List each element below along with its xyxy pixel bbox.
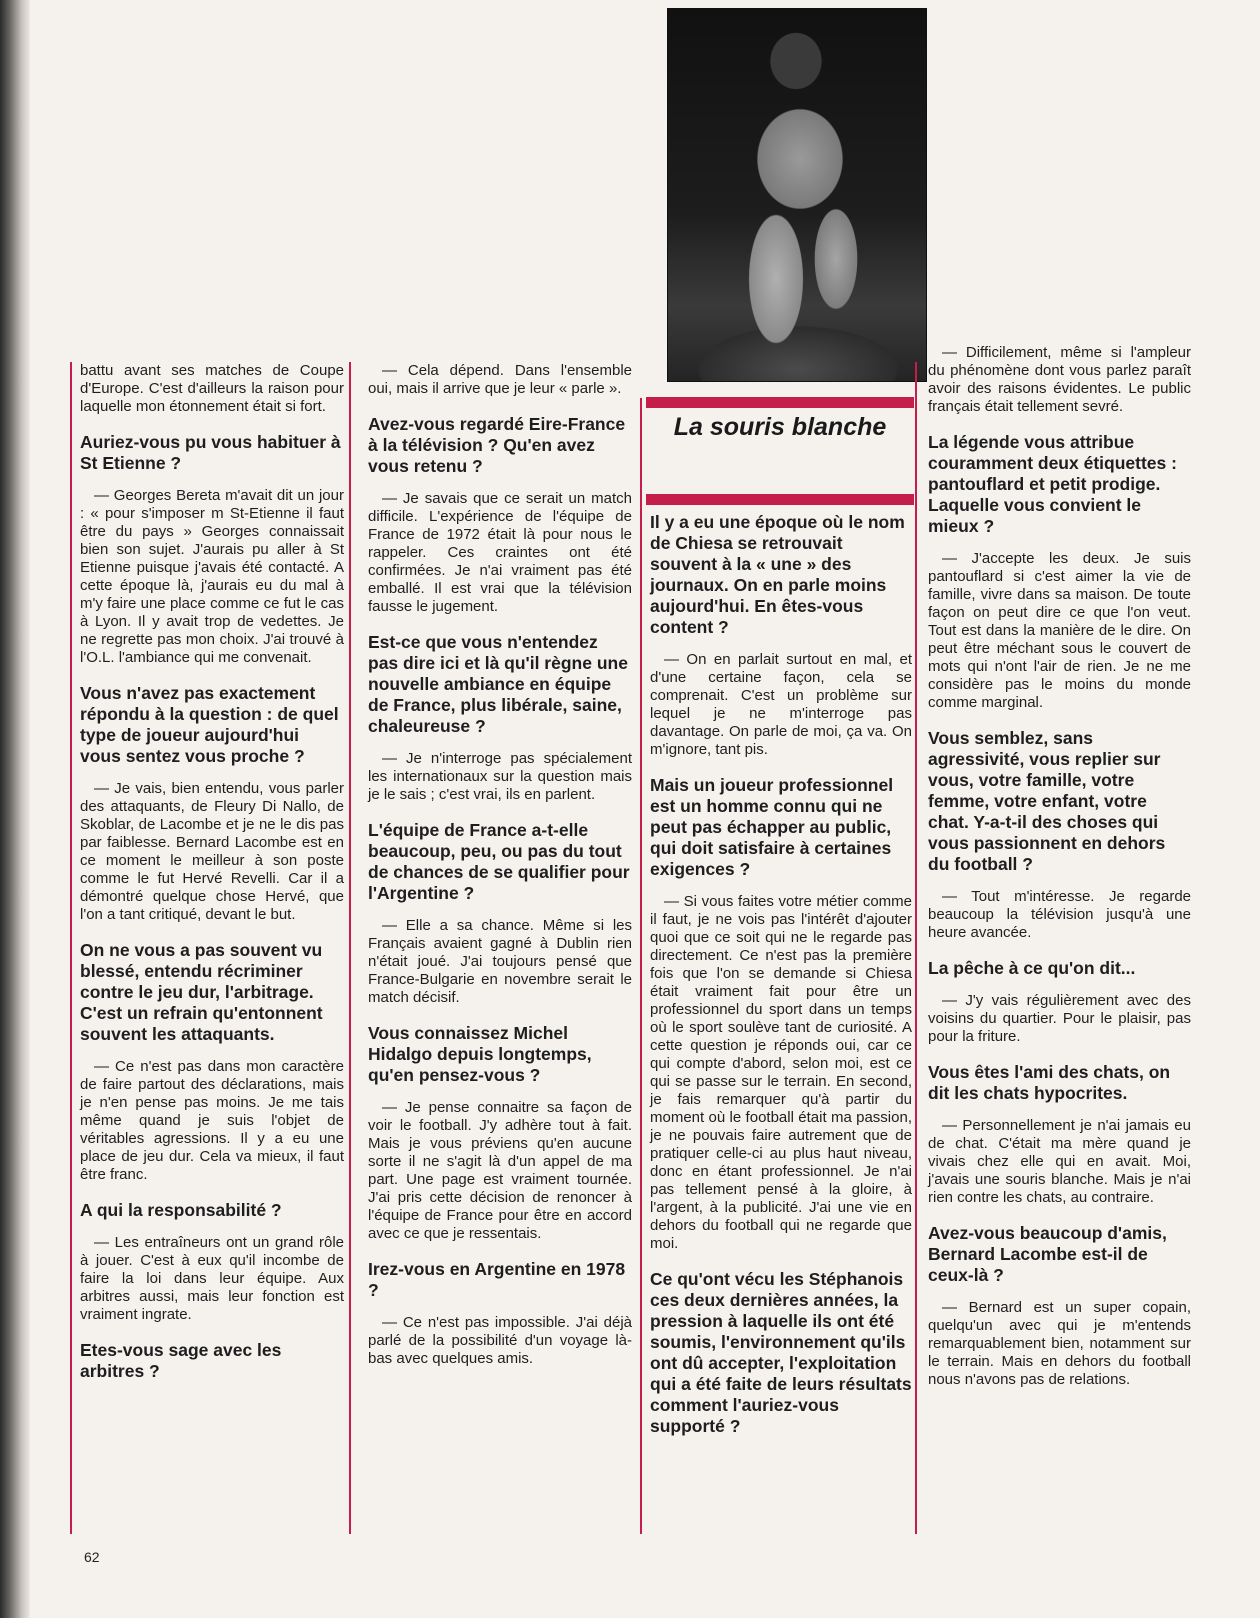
- answer-paragraph: — Ce n'est pas impossible. J'ai déjà parlé de la possibilité d'un voyage là-bas avec quelques amis.: [368, 1314, 632, 1367]
- answer-paragraph: — Je savais que ce serait un match difficile. L'expérience de l'équipe de France de 1972 était là pour nous le rappeler. Ces craintes ont été confirmées. Je n'ai vraiment pas été emballé. Il est vrai que la télévision fausse le jugement.: [368, 490, 632, 615]
- answer-paragraph: — Georges Bereta m'avait dit un jour : « pour s'imposer m St-Etienne il faut être du pays » Georges connaissait bien son sujet. J'aurais pu aller à St Etienne puisque j'avais été contacté. A cette époque là, j'aurais eu du mal à m'y faire une place comme ce fut le cas à Lyon. Il y avait trop de vedettes. Je ne regrette pas mon choix. J'ai trouvé à l'O.L. l'ambiance qui me convenait.: [80, 487, 344, 666]
- answer-paragraph: battu avant ses matches de Coupe d'Europe. C'est d'ailleurs la raison pour laquelle mon étonnement était si fort.: [80, 362, 344, 415]
- column-1: [80, 362, 344, 1395]
- footballer-photo: [667, 8, 927, 382]
- answer-paragraph: — Si vous faites votre métier comme il faut, je ne vois pas l'intérêt d'ajouter quoi que ce soit qui ne le regarde pas directement. Ce n'est pas la première fois que l'on se demande si Chiesa était vraiment fait pour être un professionnel du sport dans un temps où le sport soulève tant de curiosité. A cette question je réponds oui, car ce qui compte d'abord, selon moi, est ce qui se passe sur le terrain. En second, je fais remarquer qu'à partir du moment où le football était ma passion, je ne pouvais faire autrement que de pratiquer celle-ci au plus haut niveau, donc en étant professionnel. Je n'ai pas tellement pensé à la gloire, à l'argent, à la publicité. J'ai une vie en dehors du football qui ne regarde que moi.: [650, 893, 912, 1252]
- question: Avez-vous regardé Eire-France à la télévision ? Qu'en avez vous retenu ?: [368, 414, 626, 476]
- answer-paragraph: — J'accepte les deux. Je suis pantouflard si c'est aimer la vie de famille, vivre dans sa maison. De toute façon on peut dire ce que l'on veut. Tout est dans la manière de le dire. On peut être méchant sous le couvert de mots qui n'ont l'air de rien. Je ne me considère pas le moins du monde comme marginal.: [928, 550, 1191, 711]
- question: On ne vous a pas souvent vu blessé, entendu récriminer contre le jeu dur, l'arbitrage. C'est un refrain qu'entonnent souvent les attaquants.: [80, 940, 323, 1044]
- question: Avez-vous beaucoup d'amis, Bernard Lacombe est-il de ceux-là ?: [928, 1223, 1167, 1285]
- column-rule-right: [915, 362, 917, 1534]
- question: Est-ce que vous n'entendez pas dire ici et là qu'il règne une nouvelle ambiance en équipe de France, plus libérale, saine, chaleureuse ?: [368, 632, 628, 736]
- question: Ce qu'ont vécu les Stéphanois ces deux dernières années, la pression à laquelle ils ont été soumis, l'environnement qu'ils ont dû accepter, l'exploitation qui a été faite de leurs résultats comment l'auriez-vous supporté ?: [650, 1269, 912, 1436]
- answer-paragraph: — Cela dépend. Dans l'ensemble oui, mais il arrive que je leur « parle ».: [368, 362, 632, 397]
- column-rule-second: [349, 362, 351, 1534]
- column-2: [368, 362, 632, 1384]
- answer-paragraph: — Elle a sa chance. Même si les Français avaient gagné à Dublin rien n'était joué. J'ai toujours pensé que France-Bulgarie en novembre serait le match décisif.: [368, 917, 632, 1006]
- heading-bar-top: [646, 397, 914, 408]
- heading-bar-bottom: [646, 494, 914, 505]
- page-number: 62: [84, 1549, 100, 1565]
- question: A qui la responsabilité ?: [80, 1200, 282, 1220]
- question: La pêche à ce qu'on dit...: [928, 958, 1136, 978]
- answer-paragraph: — Ce n'est pas dans mon caractère de faire partout des déclarations, mais je n'en pense pas moins. Je me tais même quand je suis l'objet de véritables agressions. Il y a eu une place de jeu dur. Cela va mieux, il faut être franc.: [80, 1058, 344, 1183]
- question: Etes-vous sage avec les arbitres ?: [80, 1340, 282, 1381]
- question: Mais un joueur professionnel est un homme connu qui ne peut pas échapper au public, qui doit satisfaire à certaines exigences ?: [650, 775, 894, 879]
- column-rule-third: [640, 398, 642, 1534]
- answer-paragraph: — On en parlait surtout en mal, et d'une certaine façon, cela se comprenait. C'est un problème sur lequel je ne m'interroge pas davantage. On parle de moi, ça va. On m'ignore, tant pis.: [650, 651, 912, 758]
- question: Vous n'avez pas exactement répondu à la question : de quel type de joueur aujourd'hui vous sentez vous proche ?: [80, 683, 339, 766]
- question: Irez-vous en Argentine en 1978 ?: [368, 1259, 626, 1300]
- answer-paragraph: — Je pense connaitre sa façon de voir le football. J'y adhère tout à fait. Mais je vous préviens qu'en aucune sorte il ne s'agit là d'un appel de ma part. Une page est vraiment tournée. J'ai pris cette décision de renoncer à l'équipe de France pour être en accord avec ce que je ressentais.: [368, 1099, 632, 1242]
- question: Auriez-vous pu vous habituer à St Etienne ?: [80, 432, 341, 473]
- question: Vous connaissez Michel Hidalgo depuis longtemps, qu'en pensez-vous ?: [368, 1023, 592, 1085]
- question: La légende vous attribue couramment deux étiquettes : pantouflard et petit prodige. Laquelle vous convient le mieux ?: [928, 432, 1177, 536]
- answer-paragraph: — Les entraîneurs ont un grand rôle à jouer. C'est à eux qu'il incombe de faire la loi dans leur équipe. Aux arbitres aussi, mais leur fonction est vraiment ingrate.: [80, 1234, 344, 1323]
- answer-paragraph: — J'y vais régulièrement avec des voisins du quartier. Pour le plaisir, pas pour la friture.: [928, 992, 1191, 1045]
- question: L'équipe de France a-t-elle beaucoup, peu, ou pas du tout de chances de se qualifier pour l'Argentine ?: [368, 820, 630, 903]
- question: Vous êtes l'ami des chats, on dit les chats hypocrites.: [928, 1062, 1171, 1103]
- column-rule-left: [70, 362, 72, 1534]
- question: Il y a eu une époque où le nom de Chiesa se retrouvait souvent à la « une » des journaux. On en parle moins aujourd'hui. En êtes-vous content ?: [650, 512, 905, 637]
- column-4: [928, 344, 1191, 1405]
- question: Vous semblez, sans agressivité, vous replier sur vous, votre famille, votre femme, votre enfant, votre chat. Y-a-t-il des choses qui vous passionnent en dehors du football ?: [928, 728, 1166, 874]
- page-binding: [0, 0, 30, 1618]
- section-heading: La souris blanche: [673, 413, 887, 441]
- answer-paragraph: — Tout m'intéresse. Je regarde beaucoup la télévision jusqu'à une heure avancée.: [928, 888, 1191, 941]
- answer-paragraph: — Bernard est un super copain, quelqu'un avec qui je m'entends remarquablement bien, notamment sur le terrain. Mais en dehors du football nous n'avons pas de relations.: [928, 1299, 1191, 1388]
- answer-paragraph: — Personnellement je n'ai jamais eu de chat. C'était ma mère quand je vivais chez elle qui en avait. Moi, j'avais une souris blanche. Mais je n'ai rien contre les chats, au contraire.: [928, 1117, 1191, 1206]
- answer-paragraph: — Je n'interroge pas spécialement les internationaux sur la question mais je le sais ; c'est vrai, ils en parlent.: [368, 750, 632, 803]
- answer-paragraph: — Difficilement, même si l'ampleur du phénomène dont vous parlez paraît avoir des raisons évidentes. Le public français était tellement sevré.: [928, 344, 1191, 415]
- answer-paragraph: — Je vais, bien entendu, vous parler des attaquants, de Fleury Di Nallo, de Skoblar, de Lacombe et je ne le dis pas par faiblesse. Bernard Lacombe est en ce moment le meilleur à son poste comme le fut Hervé Revelli. Car il a démontré quelque chose Hervé, que l'on a tant critiqué, devant le but.: [80, 780, 344, 923]
- column-3: [650, 512, 912, 1450]
